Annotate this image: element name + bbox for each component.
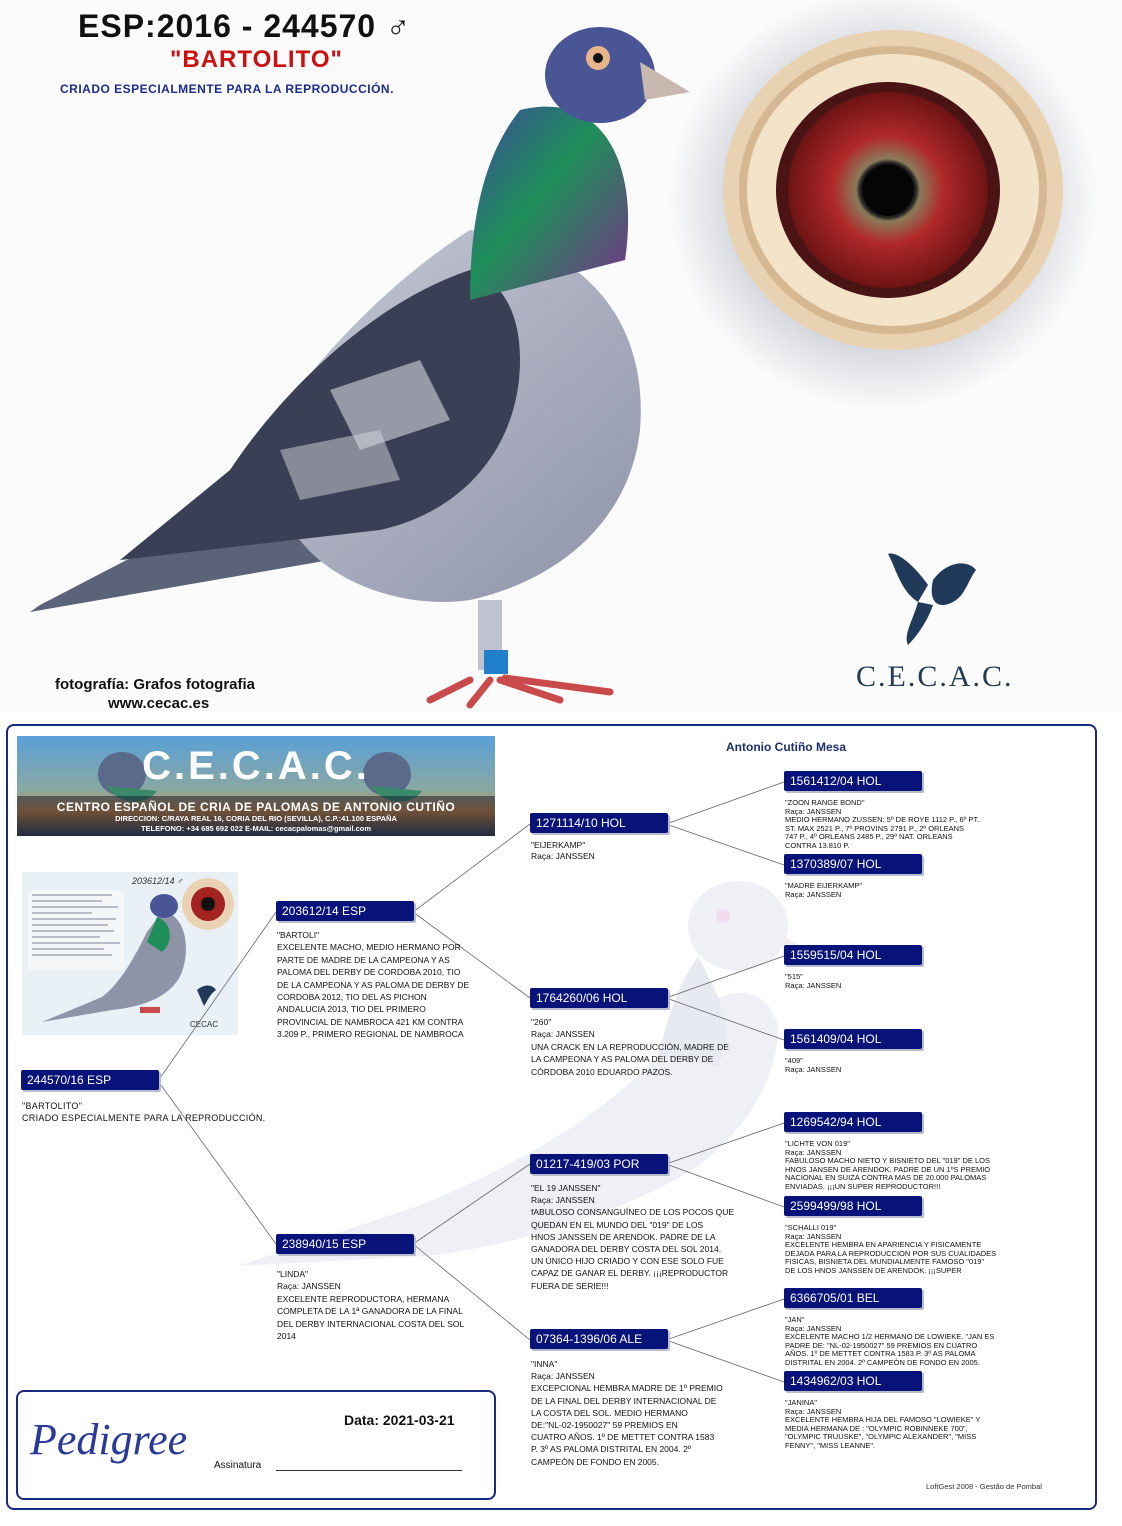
mini-photo-ring: 203612/14 ♂ <box>132 876 184 886</box>
dds-note-line: AÑOS. 1º DE METTET CONTRA 1583 P. 3º AS PALOMA <box>785 1349 976 1359</box>
ddd-breed: Raça: JANSSEN <box>785 1406 842 1416</box>
pedigree-signature-box <box>16 1390 496 1500</box>
sss-note-line: ST. MAX 2521 P., 7º PROVINS 2791 P., 2º ORLEANS <box>785 823 965 833</box>
dam-note-line: EXCELENTE REPRODUCTORA, HERMANA <box>277 1293 450 1304</box>
dsd-note-line: DEJADA PARA LA REPRODUCCION POR SUS CUALIDADES <box>785 1248 997 1258</box>
ssd-breed: Raça: JANSSEN <box>785 889 842 899</box>
dam-sire-ring[interactable]: 01217-419/03 POR <box>530 1154 668 1174</box>
pigeon-eye-photo <box>668 0 1098 420</box>
dam-dam-breed: Raça: JANSSEN <box>531 1371 595 1382</box>
website-link[interactable]: www.cecac.es <box>108 695 210 712</box>
subject-notes: CRIADO ESPECIALMENTE PARA LA REPRODUCCIÓN. <box>22 1113 266 1123</box>
dam-dam-note-line: CAMPEÓN DE FONDO EN 2005. <box>531 1456 660 1467</box>
dam-sire-note-line: HNOS JANSSEN DE ARENDOK. PADRE DE LA <box>531 1231 716 1242</box>
subject-name: "BARTOLITO" <box>22 1101 83 1111</box>
dsd-note-line: FISICAS, BISNIETA DEL MUNDIALMENTE FAMOSO "019" <box>785 1257 985 1267</box>
pedigree-sheet <box>6 724 1097 1510</box>
dds-name: "JAN" <box>785 1315 805 1324</box>
sss-note-line: CONTRA 13.810 P. <box>785 840 850 850</box>
sss-note-line: 747 P., 4º ORLEANS 2485 P., 29º NAT. ORLEANS <box>785 832 953 842</box>
dsd-note-line: EXCELENTE HEMBRA EN APARIENCIA Y FISICAMENTE <box>785 1240 982 1250</box>
dam-sire-note-line: CAPAZ DE GANAR EL DERBY. ¡¡¡REPRODUCTOR <box>531 1268 729 1279</box>
ssd-info <box>785 882 1025 899</box>
ssd-ring[interactable]: 1370389/07 HOL <box>784 854 922 874</box>
dam-sire-breed: Raça: JANSSEN <box>531 1195 595 1206</box>
sire-dam-name: "260" <box>531 1017 552 1027</box>
sire-sire-info <box>531 840 761 861</box>
sss-ring[interactable]: 1561412/04 HOL <box>784 771 922 791</box>
dam-sire-note-line: GANADORA DEL DERBY COSTA DEL SOL 2014. <box>531 1244 722 1255</box>
ddd-note-line: FENNY", "MISS LEANNE". <box>785 1440 876 1450</box>
sire-note-line: 3.209 P., PRIMERO REGIONAL DE NAMBROCA <box>277 1029 464 1040</box>
mini-photo-logo: CECAC <box>190 1020 219 1029</box>
dam-sire-info <box>531 1182 761 1292</box>
sss-info <box>785 799 1025 851</box>
dss-name: "LICHTE VON 019" <box>785 1139 850 1148</box>
dam-info <box>277 1268 497 1342</box>
pedigree-brand: Pedigree <box>30 1415 188 1464</box>
dam-note-line: 2014 <box>277 1331 296 1342</box>
pigeon-name: "BARTOLITO" <box>170 46 343 73</box>
software-footer: LoftGest 2008 - Gestão de Pombal <box>926 1482 1042 1491</box>
subject-info <box>22 1100 322 1124</box>
dam-dam-note-line: P. 3º AS PALOMA DISTRITAL EN 2004. 2º <box>531 1444 691 1455</box>
sire-dam-note-line: UNA CRACK EN LA REPRODUCCIÓN, MADRE DE <box>531 1041 729 1052</box>
sds-ring[interactable]: 1559515/04 HOL <box>784 945 922 965</box>
dam-sire-note-line: fABULOSO CONSANGUÍNEO DE LOS POCOS QUE <box>531 1207 735 1218</box>
tagline: CRIADO ESPECIALMENTE PARA LA REPRODUCCIÓN. <box>60 82 394 96</box>
signature-line[interactable] <box>276 1470 462 1471</box>
sss-name: "ZOON RANGE BOND" <box>785 798 865 807</box>
sss-breed: Raça: JANSSEN <box>785 806 842 816</box>
sdd-breed: Raça: JANSSEN <box>785 1064 842 1074</box>
sire-ring[interactable]: 203612/14 ESP <box>276 901 414 921</box>
sire-note-line: PALOMA DEL DERBY DE CORDOBA 2010, TIO <box>277 967 461 978</box>
sire-sire-name: "EIJERKAMP" <box>531 840 586 850</box>
photo-section <box>0 0 1122 712</box>
cecac-logo-text: C.E.C.A.C. <box>856 660 1014 693</box>
dsd-breed: Raça: JANSSEN <box>785 1231 842 1241</box>
sss-note-line: MEDIO HERMANO ZUSSEN: 5º DE ROYE 1112 P., 6º PT. <box>785 815 980 825</box>
dam-dam-note-line: DE LA FINAL DEL DERBY INTERNACIONAL DE <box>531 1395 717 1406</box>
sire-note-line: EXCELENTE MACHO, MEDIO HERMANO POR <box>277 942 461 953</box>
pigeon-photo <box>0 0 700 712</box>
dss-note-line: HNOS JANSEN DE ARENDOK. PADRE DE UN 1ºS PREMIO <box>785 1164 991 1174</box>
sire-note-line: ANDALUCIA 2013, TIO DEL PRIMERO <box>277 1004 426 1015</box>
sire-info <box>277 929 497 1041</box>
banner-title: C.E.C.A.C. <box>142 744 370 788</box>
sds-name: "515" <box>785 972 803 981</box>
dam-dam-note-line: DE:"NL-02-1950027" 59 PREMIOS EN <box>531 1420 678 1431</box>
dss-breed: Raça: JANSSEN <box>785 1147 842 1157</box>
sds-info <box>785 973 1025 990</box>
dam-sire-note-line: FUERA DE SERIE!!! <box>531 1280 609 1291</box>
sire-dam-info <box>531 1016 761 1078</box>
sire-note-line: CORDOBA 2012, TIO DEL AS PICHON <box>277 992 427 1003</box>
dsd-name: "SCHALLI 019" <box>785 1223 837 1232</box>
dam-sire-note-line: QUEDAN EN EL MUNDO DEL "019" DE LOS <box>531 1219 704 1230</box>
banner-contact: TELEFONO: +34 685 692 022 E-MAIL: cecacpalomas@gmail.com <box>140 824 372 833</box>
sire-note-line: PROVINCIAL DE NAMBROCA 421 KM CONTRA <box>277 1016 464 1027</box>
dds-note-line: EXCELENTE MACHO 1/2 HERMANO DE LOWIEKE. "JAN ES <box>785 1332 995 1342</box>
dam-dam-note-line: CUATRO AÑOS. 1º DE METTET CONTRA 1583 <box>531 1432 715 1443</box>
dsd-ring[interactable]: 2599499/98 HOL <box>784 1196 922 1216</box>
photo-credit: fotografía: Grafos fotografia <box>55 676 256 693</box>
dam-dam-note-line: EXCEPCIONAL HEMBRA MADRE DE 1º PREMIO <box>531 1383 723 1394</box>
dsd-info <box>785 1224 1035 1276</box>
dove-logo-icon <box>878 540 988 650</box>
pedigree-date: Data: 2021-03-21 <box>344 1412 455 1428</box>
dam-dam-info <box>531 1358 761 1468</box>
dam-sire-name: "EL 19 JANSSEN" <box>531 1183 601 1193</box>
dds-info <box>785 1316 1035 1368</box>
sire-dam-ring[interactable]: 1764260/06 HOL <box>530 988 668 1008</box>
dam-note-line: DEL DERBY INTERNACIONAL COSTA DEL SOL <box>277 1318 465 1329</box>
signature-label: Assinatura <box>214 1460 262 1471</box>
sdd-info <box>785 1057 1025 1074</box>
sdd-ring[interactable]: 1561409/04 HOL <box>784 1029 922 1049</box>
dss-note-line: ENVIADAS. ¡¡¡UN SUPER REPRODUCTOR!!! <box>785 1181 941 1191</box>
sire-dam-note-line: LA CAMPEONA Y AS PALOMA DEL DERBY DE <box>531 1054 714 1065</box>
ddd-note-line: "OLYMPIC TRUUSKE", "OLYMPIC ALEXANDER", "MISS <box>785 1432 977 1442</box>
ddd-info <box>785 1399 1035 1451</box>
ddd-note-line: MEDIA HERMANA DE : "OLYMPIC ROBINNEKE 700", <box>785 1423 968 1433</box>
sire-sire-breed: Raça: JANSSEN <box>531 850 595 861</box>
subject-ring[interactable]: 244570/16 ESP <box>21 1070 159 1090</box>
sds-breed: Raça: JANSSEN <box>785 980 842 990</box>
ring-number-title: ESP:2016 - 244570 ♂ <box>78 8 411 44</box>
sire-note-line: DE LA CAMPEONA Y AS PALOMA DE DERBY DE <box>277 979 470 990</box>
dsd-note-line: DE LOS HNOS JANSSEN DE ARENDOK. ¡¡¡SUPER <box>785 1265 962 1275</box>
dss-note-line: FABULOSO MACHO NIETO Y BISNIETO DEL "019" DE LOS <box>785 1156 990 1166</box>
dss-info <box>785 1140 1035 1192</box>
ddd-name: "JANINA" <box>785 1398 817 1407</box>
dam-name: "LINDA" <box>277 1269 309 1279</box>
dam-breed: Raça: JANSSEN <box>277 1281 341 1292</box>
ddd-note-line: EXCELENTE HEMBRA HIJA DEL FAMOSO "LOWIEKE" Y <box>785 1415 981 1425</box>
sire-note-line: PARTE DE MADRE DE LA CAMPEONA Y AS <box>277 954 450 965</box>
dds-ring[interactable]: 6366705/01 BEL <box>784 1288 922 1308</box>
dam-ring[interactable]: 238940/15 ESP <box>276 1234 414 1254</box>
dss-note-line: NACIONAL EN SUIZA CONTRA MAS DE 20.000 PALOMAS <box>785 1173 987 1183</box>
banner-subtitle: CENTRO ESPAÑOL DE CRIA DE PALOMAS DE ANTONIO CUTIÑO <box>56 800 456 814</box>
dds-breed: Raça: JANSSEN <box>785 1323 842 1333</box>
ssd-name: "MADRE EIJERKAMP" <box>785 881 863 890</box>
banner-address: DIRECCION: C/RAYA REAL 16, CORIA DEL RIO (SEVILLA), C.P.:41.100 ESPAÑA <box>115 814 397 823</box>
sire-dam-breed: Raça: JANSSEN <box>531 1029 595 1040</box>
dam-note-line: COMPLETA DE LA 1ª GANADORA DE LA FINAL <box>277 1306 463 1317</box>
dam-dam-note-line: LA COSTA DEL SOL. MEDIO HERMANO <box>531 1407 688 1418</box>
owner-name: Antonio Cutiño Mesa <box>726 740 846 754</box>
dam-dam-ring[interactable]: 07364-1396/06 ALE <box>530 1329 668 1349</box>
sdd-name: "409" <box>785 1056 803 1065</box>
sire-sire-ring[interactable]: 1271114/10 HOL <box>530 813 668 833</box>
dam-sire-note-line: UN ÚNICO HIJO CRIADO Y CON ESE SOLO FUE <box>531 1256 724 1267</box>
dam-dam-name: "INNA" <box>531 1359 558 1369</box>
dss-ring[interactable]: 1269542/94 HOL <box>784 1112 922 1132</box>
ddd-ring[interactable]: 1434962/03 HOL <box>784 1371 922 1391</box>
dds-note-line: DISTRITAL EN 2004. 2º CAMPEÓN DE FONDO EN 2005. <box>785 1357 980 1367</box>
sire-dam-note-line: CÓRDOBA 2010 EDUARDO PAZOS. <box>531 1066 673 1077</box>
dds-note-line: PADRE DE: "NL-02-1950027" 59 PREMIOS EN CUATRO <box>785 1340 978 1350</box>
sire-name: "BARTOLI" <box>277 930 320 940</box>
